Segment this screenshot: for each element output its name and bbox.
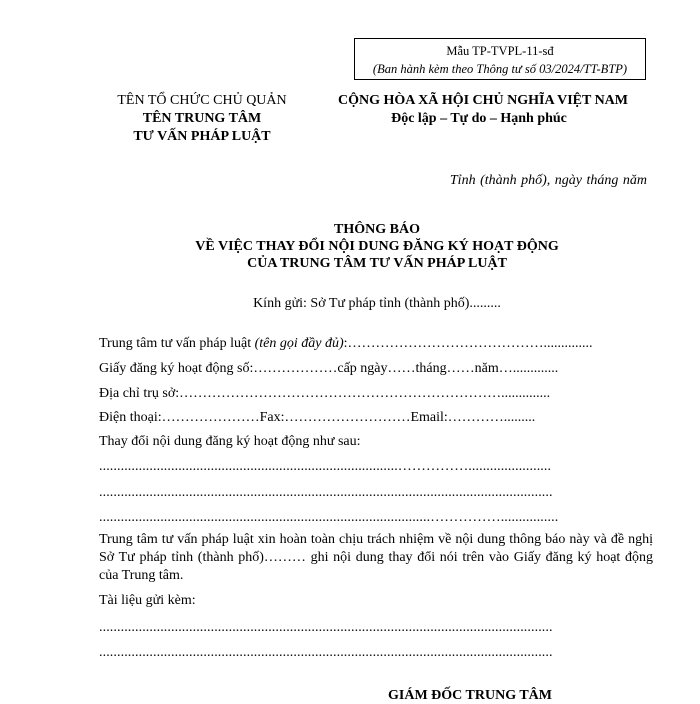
national-title: CỘNG HÒA XÃ HỘI CHỦ NGHĨA VIỆT NAM <box>337 93 628 108</box>
commitment-paragraph: Trung tâm tư vấn pháp luật xin hoàn toàn chịu trách nhiệm về nội dung thông báo này và đề nghị Sở Tư pháp tỉnh (thành phố)……… ghi nội dung thay đổi nói trên vào Giấy đăng ký hoạt động của Trung tâm. <box>99 532 653 583</box>
place-date-line: Tỉnh (thành phố), ngày tháng năm <box>449 173 647 188</box>
organization-header <box>96 92 308 146</box>
title-line3: CỦA TRUNG TÂM TƯ VẤN PHÁP LUẬT <box>247 256 507 271</box>
attachments-label: Tài liệu gửi kèm: <box>99 593 196 608</box>
change-line-2: .............................................................................................................................. <box>99 485 553 500</box>
contact-field: Điện thoại:…………………Fax:………………………Email:…………......... <box>99 410 536 425</box>
signature-title: GIÁM ĐỐC TRUNG TÂM <box>388 688 552 703</box>
address-field: Địa chỉ trụ sở:…………………………………………………………….............. <box>99 386 551 401</box>
title-line2: VỀ VIỆC THAY ĐỔI NỘI DUNG ĐĂNG KÝ HOẠT ĐỘNG <box>195 239 559 254</box>
form-code-box <box>354 38 646 80</box>
national-header <box>316 92 650 128</box>
attachment-line-2: .............................................................................................................................. <box>99 645 553 660</box>
center-name-hint: (tên gọi đầy đủ) <box>254 336 344 351</box>
recipient-line: Kính gửi: Sở Tư pháp tỉnh (thành phố)......... <box>253 296 501 311</box>
change-line-3: ............................................................................................……………................ <box>99 510 559 525</box>
center-name-label: Trung tâm tư vấn pháp luật <box>99 336 255 351</box>
attachment-line-1: .............................................................................................................................. <box>99 620 553 635</box>
form-code: Mẫu TP-TVPL-11-sđ <box>446 44 554 58</box>
form-issued-note: (Ban hành kèm theo Thông tư số 03/2024/TT-BTP) <box>372 62 628 76</box>
national-motto: Độc lập – Tự do – Hạnh phúc <box>391 111 567 126</box>
parent-organization: TÊN TỔ CHỨC CHỦ QUẢN <box>117 93 287 108</box>
center-name-field <box>99 336 593 352</box>
title-line1: THÔNG BÁO <box>334 222 420 237</box>
center-name-dots: :…………………………………….............. <box>343 336 593 351</box>
center-name-line2: TƯ VẤN PHÁP LUẬT <box>133 129 271 144</box>
center-name-line1: TÊN TRUNG TÂM <box>142 111 262 126</box>
document-title <box>96 221 658 272</box>
change-line-1: ...................................................................................……………....................... <box>99 459 552 474</box>
change-intro: Thay đổi nội dung đăng ký hoạt động như sau: <box>99 434 361 449</box>
registration-field: Giấy đăng ký hoạt động số:………………cấp ngày……tháng……năm…............. <box>99 361 559 376</box>
